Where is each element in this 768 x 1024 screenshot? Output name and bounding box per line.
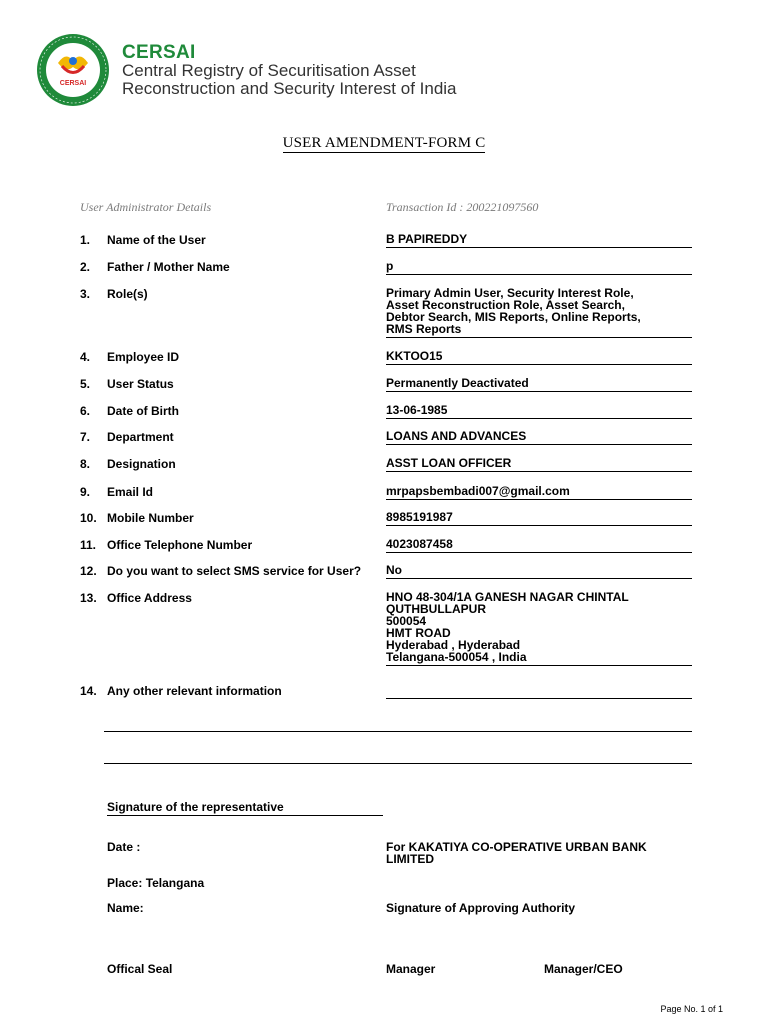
org-full-name xyxy=(122,62,457,98)
row-value-address: HNO 48-304/1A GANESH NAGAR CHINTAL QUTHBULLAPUR 500054 HMT ROAD Hyderabad , Hyderabad Telangana-500054 , India xyxy=(386,591,692,666)
row-value-employee-id: KKTOO15 xyxy=(386,350,692,365)
transaction-id: Transaction Id : 200221097560 xyxy=(386,200,539,214)
row-number: 5. xyxy=(80,377,91,391)
row-number: 11. xyxy=(80,538,97,552)
approving-authority-label: Signature of Approving Authority xyxy=(386,901,576,915)
row-number: 13. xyxy=(80,591,97,605)
row-label-address: Office Address xyxy=(107,591,192,605)
row-number: 1. xyxy=(80,233,91,247)
form-title-text: USER AMENDMENT-FORM C xyxy=(282,135,486,151)
row-value-department: LOANS AND ADVANCES xyxy=(386,430,692,445)
logo-text: CERSAI xyxy=(59,80,87,87)
row-number: 6. xyxy=(80,404,91,418)
row-value-dob: 13-06-1985 xyxy=(386,404,692,419)
row-label-office-phone: Office Telephone Number xyxy=(107,538,253,552)
org-full-line-2: Reconstruction and Security Interest of India xyxy=(122,79,457,98)
row-value-designation: ASST LOAN OFFICER xyxy=(386,457,692,472)
row-value-status: Permanently Deactivated xyxy=(386,377,692,392)
row-label-status: User Status xyxy=(107,377,174,391)
representative-signature-label: Signature of the representative xyxy=(107,800,383,816)
row-label-mobile: Mobile Number xyxy=(107,511,194,525)
blank-line xyxy=(104,731,692,732)
row-number: 10. xyxy=(80,511,97,525)
row-number: 14. xyxy=(80,684,97,698)
page-number: Page No. 1 of 1 xyxy=(660,1004,723,1014)
row-label-department: Department xyxy=(107,430,174,444)
row-value-parent: p xyxy=(386,260,692,275)
row-label-other-info: Any other relevant information xyxy=(107,684,282,698)
row-value-mobile: 8985191987 xyxy=(386,511,692,526)
row-number: 12. xyxy=(80,564,97,578)
row-label-employee-id: Employee ID xyxy=(107,350,180,364)
row-number: 4. xyxy=(80,350,91,364)
org-short-name: CERSAI xyxy=(122,42,196,63)
org-full-line-1: Central Registry of Securitisation Asset xyxy=(122,61,416,80)
row-value-sms: No xyxy=(386,564,692,579)
row-label-designation: Designation xyxy=(107,457,176,471)
row-label-sms: Do you want to select SMS service for User? xyxy=(107,564,362,578)
official-seal-label: Offical Seal xyxy=(107,962,173,976)
form-title xyxy=(0,135,768,152)
blank-line xyxy=(104,763,692,764)
for-bank-label: For KAKATIYA CO-OPERATIVE URBAN BANK LIMITED xyxy=(386,840,647,866)
row-number: 8. xyxy=(80,457,91,471)
row-label-email: Email Id xyxy=(107,485,154,499)
row-label-parent: Father / Mother Name xyxy=(107,260,230,274)
section-label: User Administrator Details xyxy=(80,200,212,214)
date-label: Date : xyxy=(107,840,141,854)
row-label-dob: Date of Birth xyxy=(107,404,179,418)
manager-label: Manager xyxy=(386,962,436,976)
row-value-other-info xyxy=(386,684,692,699)
row-number: 9. xyxy=(80,485,91,499)
row-number: 2. xyxy=(80,260,91,274)
cersai-logo xyxy=(36,33,110,107)
row-number: 7. xyxy=(80,430,91,444)
row-value-roles: Primary Admin User, Security Interest Role, Asset Reconstruction Role, Asset Search, Debtor Search, MIS Reports, Online Reports, RMS Reports xyxy=(386,287,692,338)
name-label: Name: xyxy=(107,901,144,915)
row-value-email: mrpapsbembadi007@gmail.com xyxy=(386,485,692,500)
row-value-name: B PAPIREDDY xyxy=(386,233,692,248)
row-label-name: Name of the User xyxy=(107,233,206,247)
row-label-roles: Role(s) xyxy=(107,287,148,301)
manager-ceo-label: Manager/CEO xyxy=(544,962,623,976)
row-value-office-phone: 4023087458 xyxy=(386,538,692,553)
row-number: 3. xyxy=(80,287,91,301)
place-label: Place: Telangana xyxy=(107,876,205,890)
